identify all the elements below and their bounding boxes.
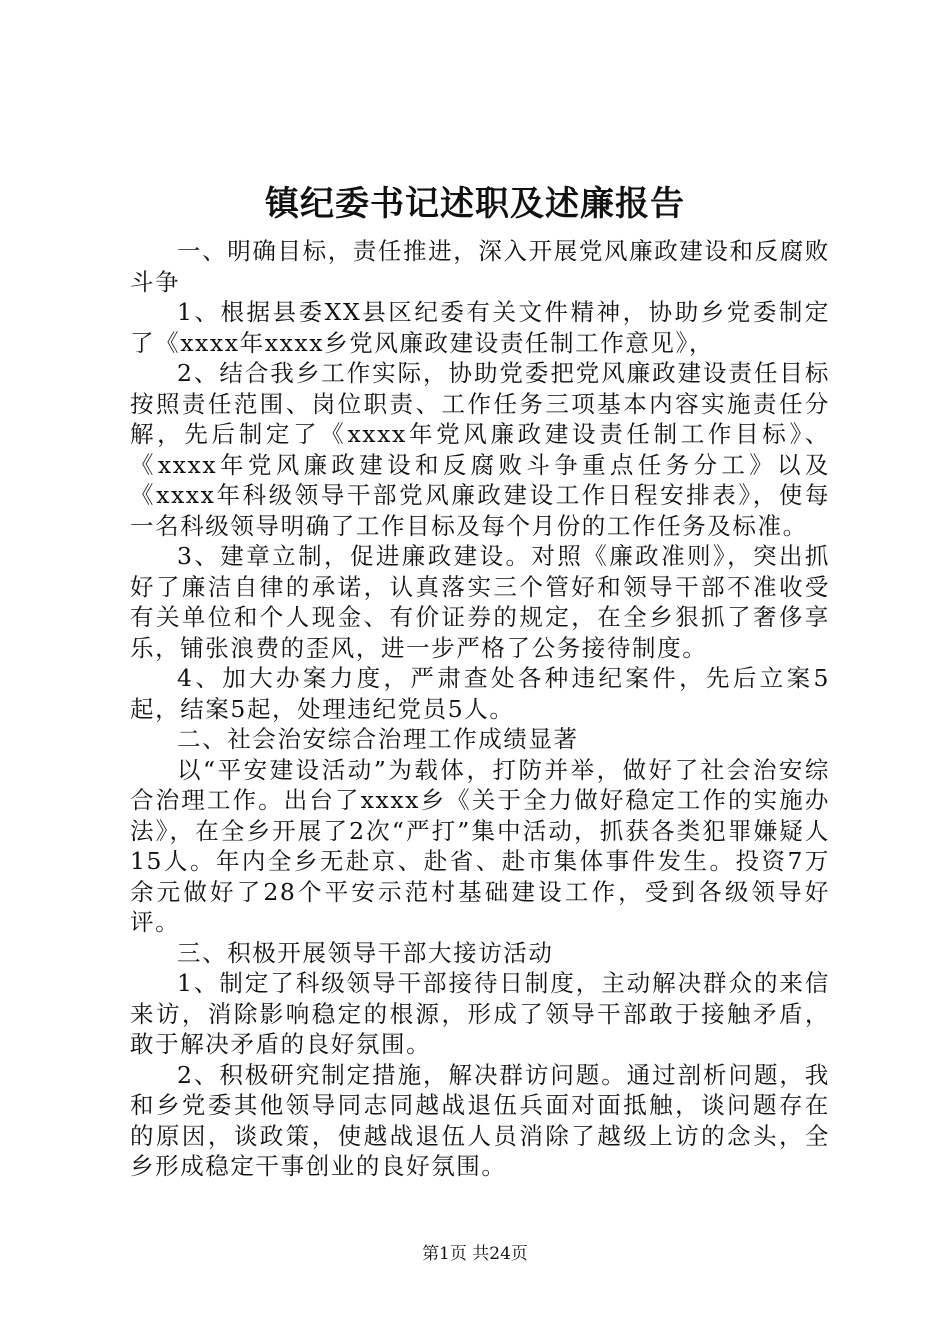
paragraph: 3、建章立制，促进廉政建设。对照《廉政准则》，突出抓好了廉洁自律的承诺，认真落实三个管好和领导干部不准收受有关单位和个人现金、有价证券的规定，在全乡狠抓了奢侈享乐，铺张浪费的歪风，进一步严格了公务接待制度。: [130, 542, 830, 662]
paragraph: 1、根据县委XX县区纪委有关文件精神，协助乡党委制定了《xxxx年xxxx乡党风廉政建设责任制工作意见》，: [130, 298, 830, 357]
document-title: 镇纪委书记述职及述廉报告: [265, 184, 685, 224]
paragraph: 2、积极研究制定措施，解决群访问题。通过剖析问题，我和乡党委其他领导同志同越战退伍兵面对面抵触，谈问题存在的原因，谈政策，使越战退伍人员消除了越级上访的念头，全乡形成稳定干事创业的良好氛围。: [130, 1060, 830, 1180]
paragraph: 2、结合我乡工作实际，协助党委把党风廉政建设责任目标按照责任范围、岗位职责、工作任务三项基本内容实施责任分解，先后制定了《xxxx年党风廉政建设责任制工作目标》、《xxxx年党风廉政建设和反腐败斗争重点任务分工》以及《xxxx年科级领导干部党风廉政建设工作日程安排表》，使每一名科级领导明确了工作目标及每个月份的工作任务及标准。: [130, 359, 830, 540]
paragraph: 以“平安建设活动”为载体，打防并举，做好了社会治安综合治理工作。出台了xxxx乡《关于全力做好稳定工作的实施办法》，在全乡开展了2次“严打”集中活动，抓获各类犯罪嫌疑人15人。年内全乡无赴京、赴省、赴市集体事件发生。投资7万余元做好了28个平安示范村基础建设工作，受到各级领导好评。: [130, 755, 830, 936]
page-footer: 第1页 共24页: [422, 1244, 528, 1264]
section-heading-2: 二、社会治安综合治理工作成绩显著: [177, 725, 579, 753]
section-heading-1: 一、明确目标，责任推进，深入开展党风廉政建设和反腐败斗争: [130, 237, 830, 296]
section-heading-3: 三、积极开展领导干部大接访活动: [177, 938, 554, 967]
document-body: [130, 236, 830, 1182]
paragraph: 1、制定了科级领导干部接待日制度，主动解决群众的来信来访，消除影响稳定的根源，形成了领导干部敢于接触矛盾，敢于解决矛盾的良好氛围。: [130, 969, 830, 1058]
paragraph: 4、加大办案力度，严肃查处各种违纪案件，先后立案5起，结案5起，处理违纪党员5人。: [130, 664, 830, 723]
